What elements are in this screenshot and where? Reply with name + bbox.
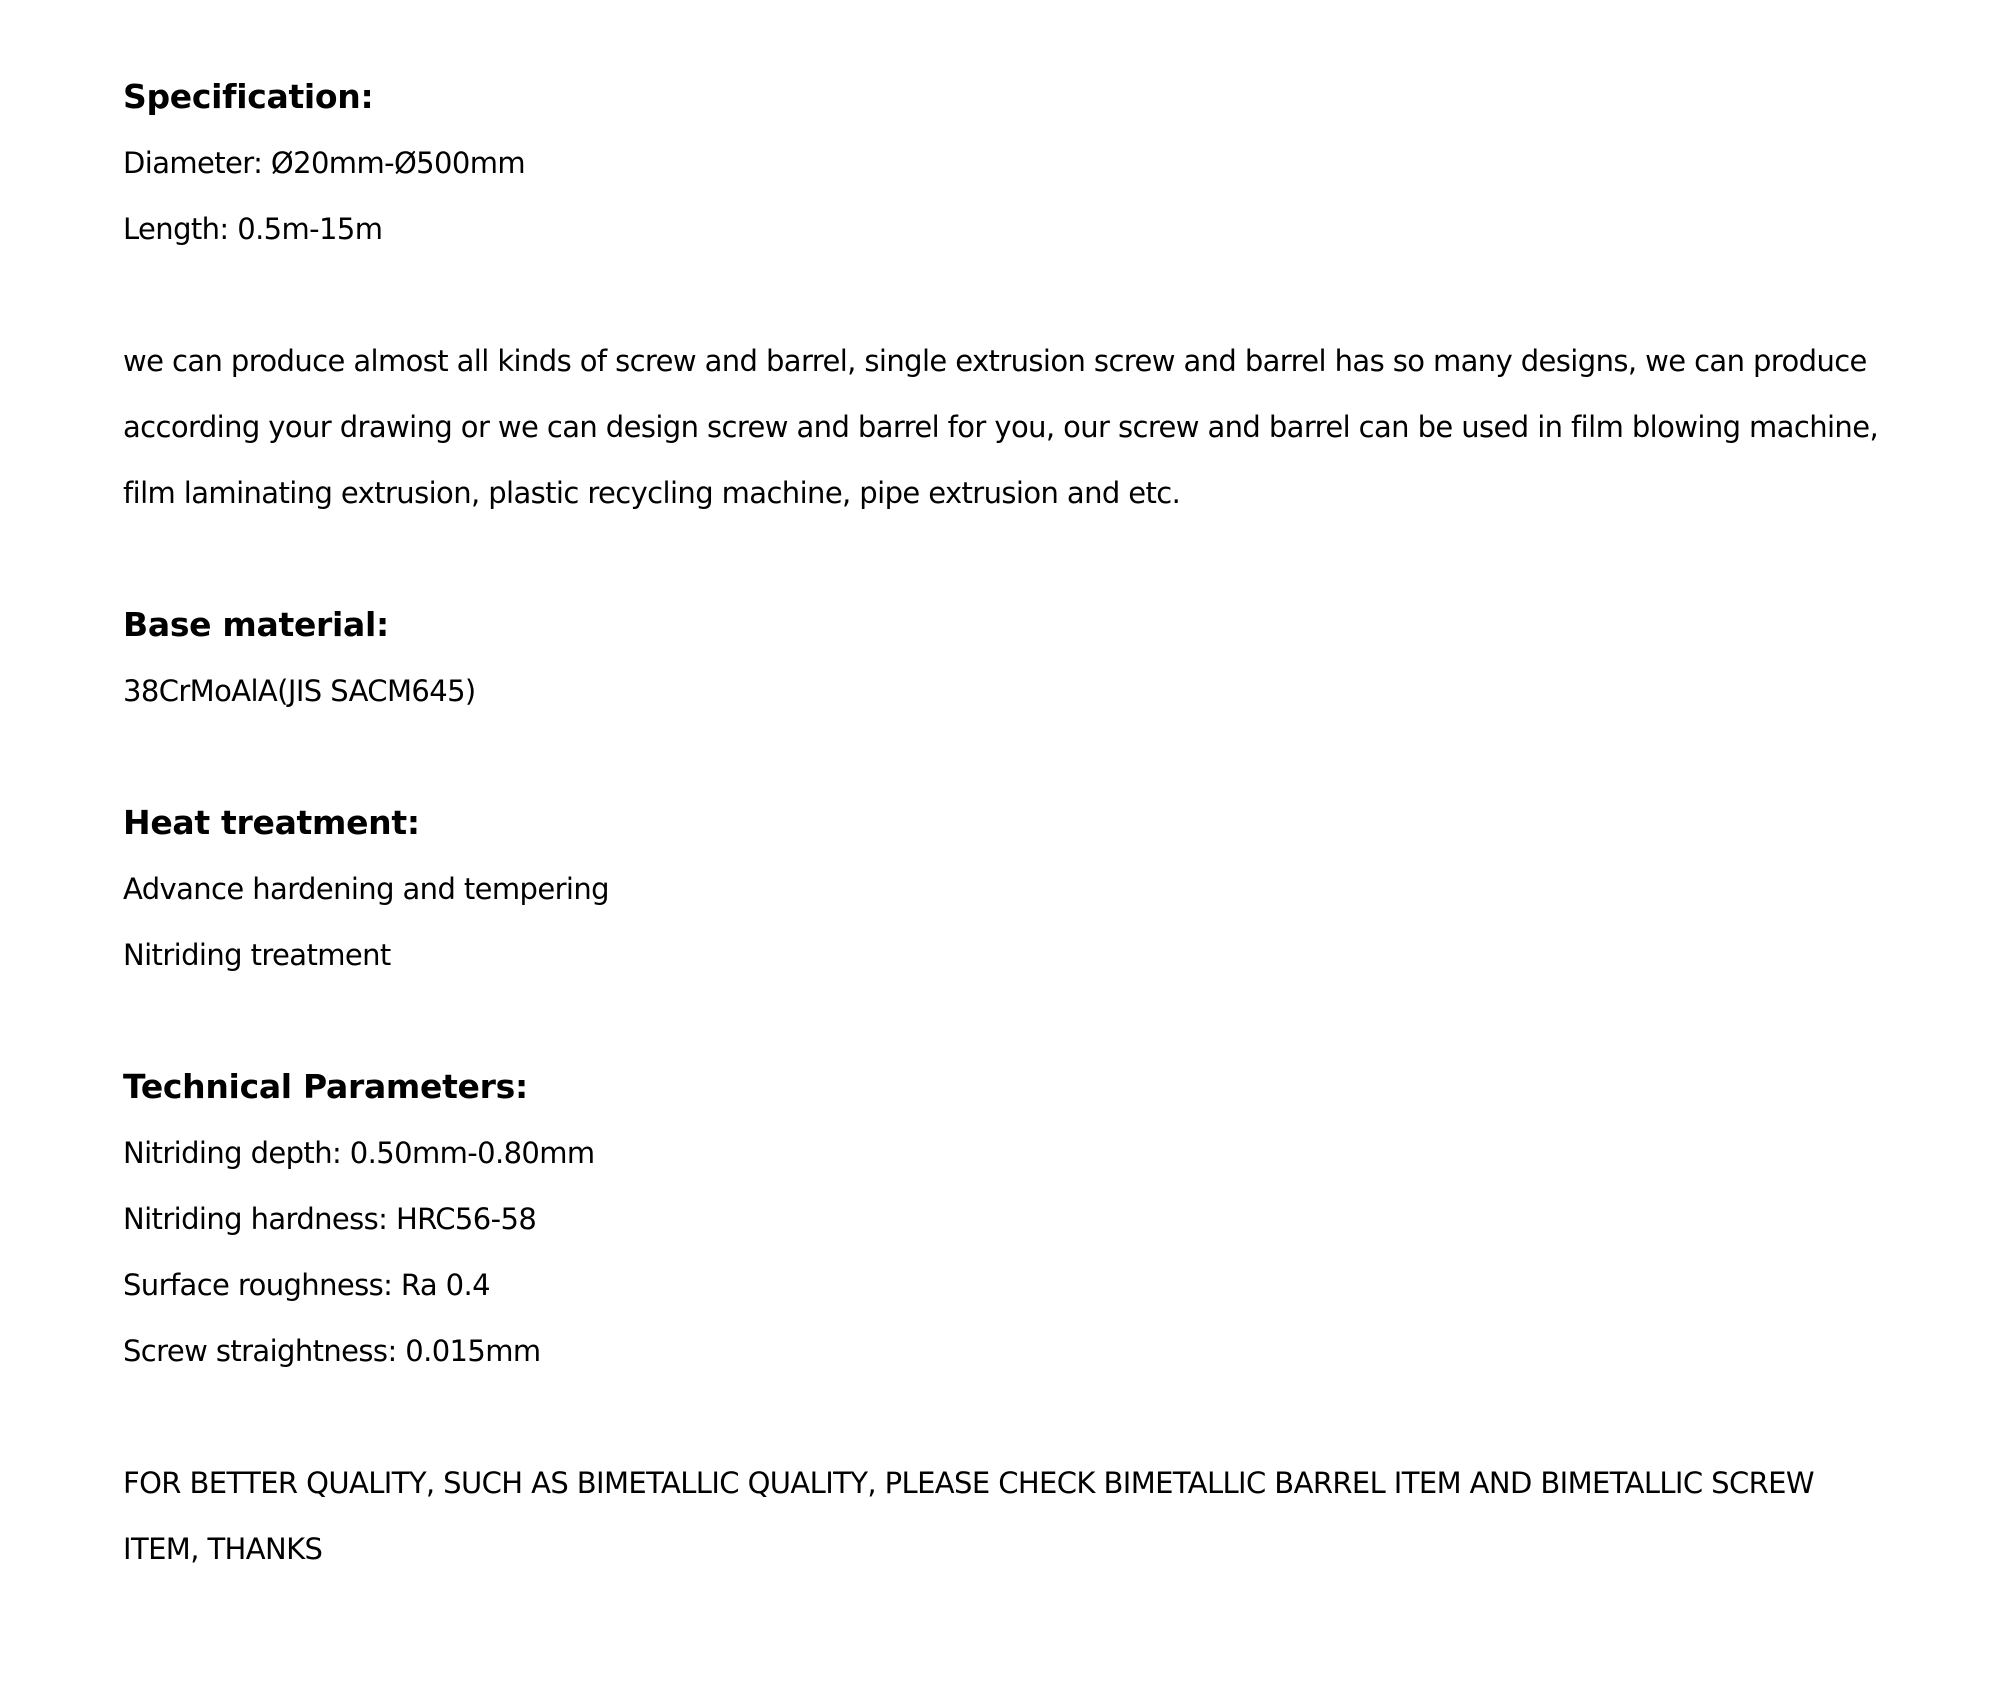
diameter-line: Diameter: Ø20mm-Ø500mm bbox=[123, 146, 526, 180]
heat-treatment-heading: Heat treatment: bbox=[123, 803, 420, 842]
description-line-1: we can produce almost all kinds of screw and barrel, single extrusion screw and barrel has so many designs, we can produce bbox=[123, 344, 1867, 378]
spacer bbox=[123, 262, 1883, 328]
technical-parameter-item: Nitriding depth: 0.50mm-0.80mm bbox=[123, 1136, 595, 1170]
product-spec-document bbox=[123, 64, 1883, 1582]
description-line-3: film laminating extrusion, plastic recycling machine, pipe extrusion and etc. bbox=[123, 476, 1181, 510]
note-line-2: ITEM, THANKS bbox=[123, 1532, 323, 1566]
technical-parameter-item: Surface roughness: Ra 0.4 bbox=[123, 1268, 490, 1302]
technical-parameter-item: Screw straightness: 0.015mm bbox=[123, 1334, 541, 1368]
spacer bbox=[123, 724, 1883, 790]
base-material-value: 38CrMoAlA(JIS SACM645) bbox=[123, 674, 476, 708]
spacer bbox=[123, 1384, 1883, 1450]
note-line-1: FOR BETTER QUALITY, SUCH AS BIMETALLIC QUALITY, PLEASE CHECK BIMETALLIC BARREL ITEM AND BIMETALLIC SCREW bbox=[123, 1466, 1814, 1500]
spacer bbox=[123, 988, 1883, 1054]
spacer bbox=[123, 526, 1883, 592]
heat-treatment-item: Advance hardening and tempering bbox=[123, 872, 609, 906]
heat-treatment-item: Nitriding treatment bbox=[123, 938, 391, 972]
length-line: Length: 0.5m-15m bbox=[123, 212, 383, 246]
technical-parameters-heading: Technical Parameters: bbox=[123, 1067, 528, 1106]
base-material-heading: Base material: bbox=[123, 605, 389, 644]
specification-heading: Specification: bbox=[123, 77, 374, 116]
description-line-2: according your drawing or we can design screw and barrel for you, our screw and barrel can be used in film blowing machine, bbox=[123, 410, 1879, 444]
technical-parameter-item: Nitriding hardness: HRC56-58 bbox=[123, 1202, 537, 1236]
